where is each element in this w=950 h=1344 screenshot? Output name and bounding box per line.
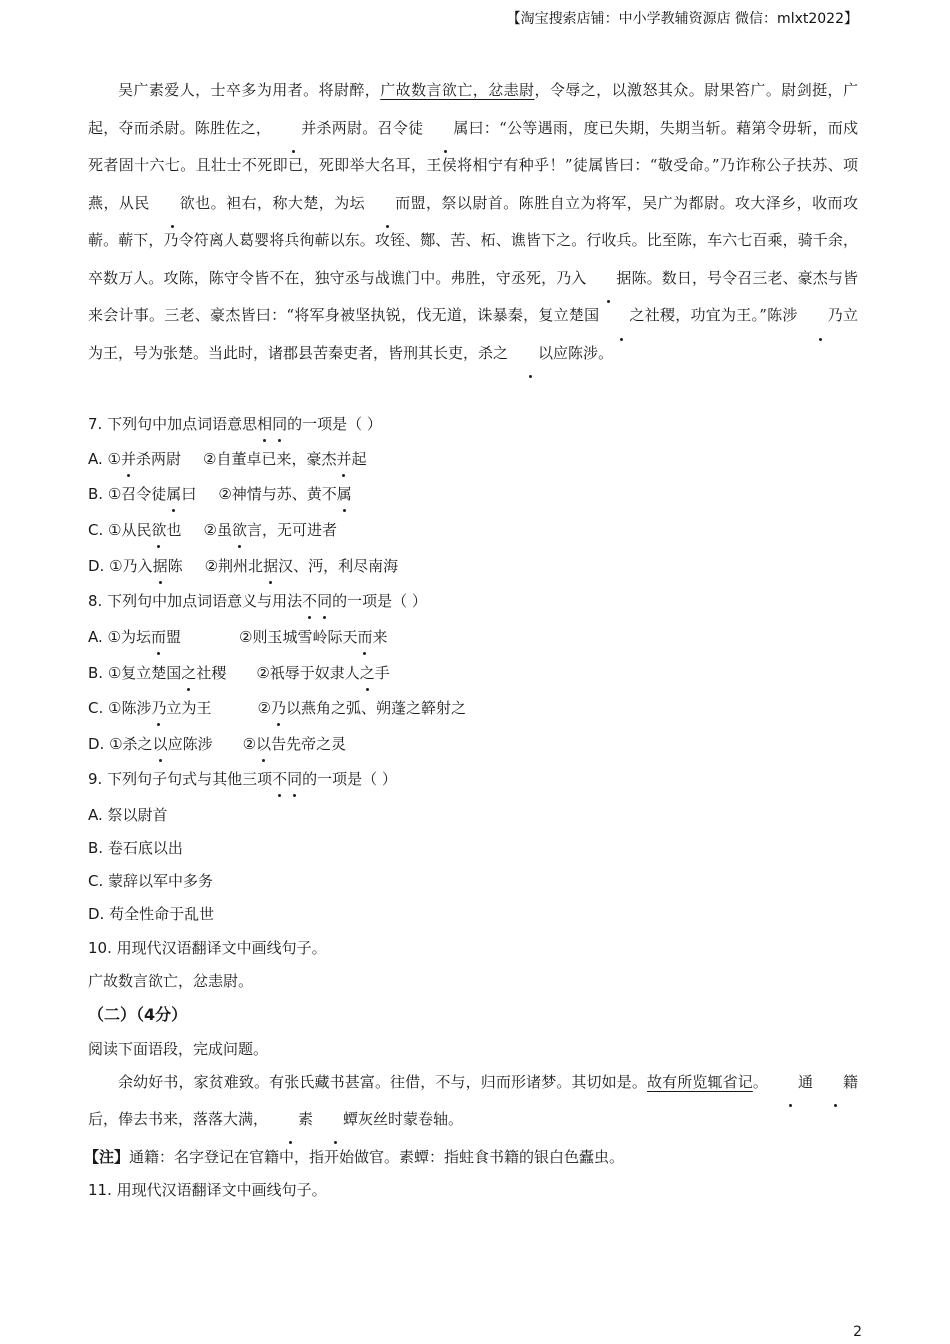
passage-text: 吴广素爱人，士卒多为用者。将尉醉， [118,81,381,99]
dotted-word: 属 [166,482,181,506]
dotted-word: 据 [263,554,278,578]
page-header: 【淘宝搜索店铺：中小学教辅资源店 微信：mlxt2022】 [506,11,858,27]
dotted-word: 籍 [813,1064,858,1101]
option-text: 手 [374,664,390,682]
dotted-word: 之 [599,297,644,335]
option-text: 汉、沔，利尽南海 [278,557,399,575]
option-label: A. ① [88,628,121,646]
dotted-word: 乃 [151,696,166,720]
option-text: 曰 [181,485,197,503]
question-7-option-d[interactable] [88,554,398,578]
option-text: 杀两尉 [136,450,182,468]
dotted-word: 同 [317,589,332,613]
dotted-word: 并 [121,447,136,471]
option-text: 起 [351,450,367,468]
option-text: 立为王 [166,699,212,717]
question-7-option-c[interactable] [88,518,337,542]
option-text: 以燕角之弧、朔蓬之簳射之 [285,699,466,717]
dotted-word: 欲 [150,185,195,223]
option-label: C. ① [88,521,122,539]
option-text: 告先帝之灵 [271,735,347,753]
dotted-word: 以 [153,732,168,756]
question-9-option-b[interactable]: B. 卷石底以出 [88,839,183,857]
option-text: ②祇辱于奴隶人 [256,664,360,682]
dotted-word: 据 [153,554,168,578]
option-label: C. ① [88,699,122,717]
option-text: ② [257,699,271,717]
option-text: ②神情与苏、黄不 [218,485,337,503]
option-text: 为坛 [120,628,151,646]
dotted-word: 并 [271,110,316,148]
stem-text: 的一项是（ ） [287,415,382,433]
question-8-option-c[interactable] [88,696,466,720]
question-9-option-a[interactable]: A. 祭以尉首 [88,806,168,824]
dotted-word: 相 [257,412,272,436]
underlined-sentence: 故有所览辄省记 [647,1073,753,1091]
underlined-sentence: 广故数言欲亡，忿恚尉 [380,81,535,99]
dotted-word: 以 [508,335,553,373]
stem-text: 7. 下列句中加点词语意思 [88,415,258,433]
dotted-word: 同 [272,412,287,436]
dotted-word: 不 [272,767,287,791]
question-10-stem: 10. 用现代汉语翻译文中画线句子。 [88,939,327,957]
option-text: 从民 [121,521,152,539]
option-text: ②虽 [203,521,232,539]
dotted-word: 通 [768,1064,813,1101]
stem-text: 8. 下列句中加点词语意义与用法 [88,592,303,610]
section-title: （二）（4分） [88,1005,188,1024]
note-label: 【注】 [84,1148,130,1166]
option-label: D. ① [88,557,123,575]
dotted-word: 以 [256,732,271,756]
passage-text: 。 [752,1073,768,1091]
option-text: 陈涉 [121,699,152,717]
passage-text: 灰丝时蒙卷轴。 [358,1110,464,1128]
option-label: B. ① [88,485,122,503]
passage-text: 陈。数日，号令召三老、豪杰与皆来会计事。三老、豪杰皆曰：“将军身被坚执锐，伐无道，诛暴秦，复立楚国 [88,268,858,324]
dotted-word: 并 [336,447,351,471]
dotted-word: 而 [365,185,410,223]
dotted-word: 属 [337,482,352,506]
stem-text: 9. 下列句子句式与其他三项 [88,770,273,788]
note-text: 通籍：名字登记在官籍中，指开始做官。素蟫：指蛀食书籍的银白色蠹虫。 [129,1148,625,1166]
passage-reading [88,1064,858,1138]
option-text: 复立楚国 [121,664,182,682]
option-text: ② [242,735,257,753]
dotted-word: 而 [151,625,166,649]
passage-chen-sheng [88,72,858,372]
passage-text: 曰：“公等遇雨，度已失期，失期当斩。藉第令毋斩，而戍死者固十六七。且壮士不死即已，死即举大名耳，王侯将相宁有种乎！”徒属皆曰：“敬受命。”乃诈称公子扶苏、项燕，从民 [88,118,858,212]
option-text: ②则玉城雪岭际天 [239,628,358,646]
question-8-option-a[interactable] [88,625,388,649]
option-text: ②自董卓已来，豪杰 [203,450,337,468]
option-text: 盟 [166,628,182,646]
dotted-word: 之 [181,661,196,685]
dotted-word: 蟫 [313,1101,358,1138]
dotted-word: 欲 [232,518,247,542]
option-text: 陈 [167,557,183,575]
dotted-word: 据 [586,260,631,298]
question-7-option-a[interactable] [88,447,367,471]
question-9-stem [88,767,397,791]
passage-text: 杀两尉。召令徒 [316,118,424,137]
passage-text: 也。袒右，称大楚，为坛 [194,193,366,212]
passage-text: 余幼好书，家贫难致。有张氏藏书甚富。往借，不与，归而形诸梦。其切如是。 [118,1073,648,1091]
passage-text: 应陈涉。 [553,343,614,362]
dotted-word: 乃 [798,297,843,335]
dotted-word: 不 [302,589,317,613]
question-9-option-c[interactable]: C. 蒙辞以军中多务 [88,872,214,890]
note [84,1145,624,1169]
option-text: 言，无可进者 [246,521,337,539]
page-number: 2 [853,1324,862,1340]
dotted-word: 乃 [271,696,286,720]
option-label: B. ① [88,664,122,682]
dotted-word: 属 [423,110,468,148]
question-7-stem [88,412,382,436]
section-instruction: 阅读下面语段，完成问题。 [88,1040,269,1058]
dotted-word: 素 [268,1101,313,1138]
passage-text: ，令辱之，以激怒其众。尉果笞广。尉剑挺，广起，夺而杀尉。陈胜佐之， [88,81,858,137]
option-text: 杀之 [122,735,153,753]
option-text: 乃入 [122,557,153,575]
option-text: 召令徒 [121,485,167,503]
question-8-option-d[interactable] [88,732,346,756]
passage-text: 后，俸去书来，落落大满， [88,1110,269,1128]
passage-text: 社稷，功宜为王。”陈涉 [644,306,798,324]
option-text: 社稷 [196,664,227,682]
question-7-option-b[interactable] [88,482,352,506]
option-text: 也 [166,521,182,539]
question-11-stem: 11. 用现代汉语翻译文中画线句子。 [88,1181,327,1199]
dotted-word: 之 [360,661,375,685]
question-10-sentence: 广故数言欲亡，忿恚尉。 [88,972,254,990]
question-8-stem [88,589,427,613]
stem-text: 的一项是（ ） [332,592,427,610]
question-9-option-d[interactable]: D. 苟全性命于乱世 [88,905,215,923]
passage-text: 盟，祭以尉首。陈胜自立为将军，吴广为都尉。攻大泽乡，收而攻蕲。蕲下，乃令符离人葛婴将兵徇蕲以东。攻铚、酂、苦、柘、谯皆下之。行收兵。比至陈，车六七百乘，骑千余，卒数万人。攻陈，陈守令皆不在，独守丞与战谯门中。弗胜，守丞死，乃入 [88,193,858,287]
option-label: D. ① [88,735,123,753]
option-label: A. ① [88,450,121,468]
stem-text: 的一项是（ ） [302,770,397,788]
dotted-word: 欲 [151,518,166,542]
passage-text: 立为王，号为张楚。当此时，诸郡县苦秦吏者，皆刑其长吏，杀之 [88,306,858,362]
option-text: ②荆州北 [204,557,264,575]
option-text: 来 [372,628,388,646]
option-text: 应陈涉 [167,735,213,753]
dotted-word: 而 [357,625,372,649]
dotted-word: 同 [287,767,302,791]
question-8-option-b[interactable] [88,661,390,685]
